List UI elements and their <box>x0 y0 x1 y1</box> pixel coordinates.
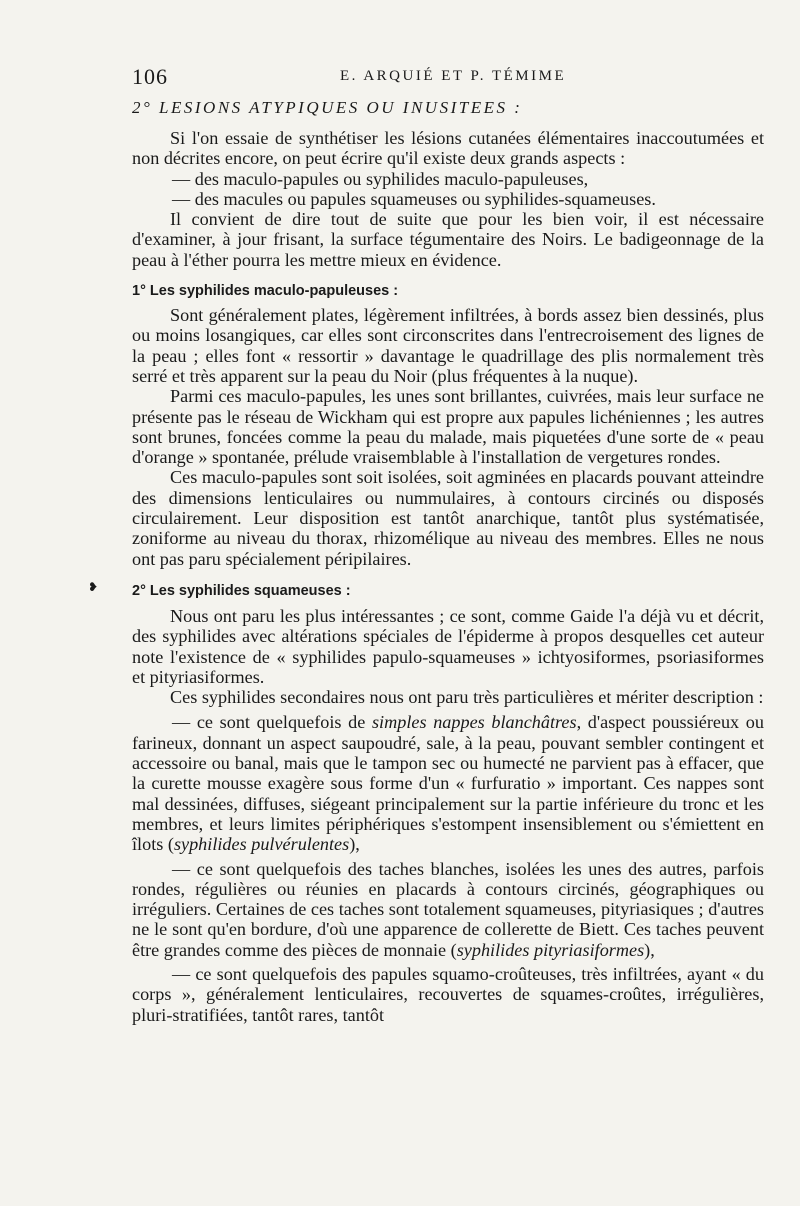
intro-paragraph <box>132 209 764 270</box>
section-heading-2: 2° Les syphilides squameuses : <box>132 582 351 599</box>
emphasis: syphilides pulvérulentes <box>173 834 350 855</box>
page-header <box>132 64 760 92</box>
intro-p2: Il convient de dire tout de suite que pour les bien voir, il est nécessaire d'examiner, à jour frisant, la surface tégumentaire des Noirs. Le badigeonnage de la peau à l'éther pourra les mettre mieux en évidence. <box>132 209 764 270</box>
section1-paragraph: Ces maculo-papules sont soit isolées, soit agminées en placards pouvant atteindre des dimensions lenticulaires ou nummulaires, à contours circinés ou disposés circulairement. Leur disposition est tantôt anarchique, tantôt plus systématisée, zoniforme au niveau du thorax, rhizomélique au niveau des membres. Elles ne nous ont pas paru spécialement péripilaires. <box>132 467 764 569</box>
section1-paragraph: Sont généralement plates, légèrement infiltrées, à bords assez bien dessinés, plus ou moins losangiques, car elles sont circonscrites dans l'entrecroisement des lignes de la peau ; elles font « ressortir » davantage le quadrillage des plis normalement très serré et très apparent sur la peau du Noir (plus fréquentes à la nuque). <box>132 305 764 386</box>
page-number: 106 <box>132 64 168 89</box>
margin-mark: ❥ <box>88 580 99 594</box>
section2-dash-item: — ce sont quelquefois de simples nappes blanchâtres, d'aspect poussiéreux ou farineux, donnant un aspect saupoudré, sale, à la peau, pouvant sembler contingent et accessoire ou banal, mais que le tampon sec ou humecté ne parvient pas à effacer, que la curette mousse exagère sous forme d'un « furfuratio » important. Ces nappes sont mal dessinées, diffuses, siégeant principalement sur la partie inférieure du tronc et les membres, et leurs limites périphériques s'estompent insensiblement ou s'émiettent en îlots (syphilides pulvérulentes), <box>132 712 764 855</box>
section2-paragraph: Ces syphilides secondaires nous ont paru très particulières et mériter description : <box>170 687 764 708</box>
section1-paragraph: Parmi ces maculo-papules, les unes sont brillantes, cuivrées, mais leur surface ne présente pas le réseau de Wickham qui est propre aux papules lichéniennes ; les autres sont brunes, foncées comme la peau du malade, mais piquetées d'une sorte de « peau d'orange » spontanée, prélude vraisemblable à l'installation de vergetures rondes. <box>132 386 764 468</box>
section2-paragraph: Nous ont paru les plus intéressantes ; ce sont, comme Gaide l'a déjà vu et décrit, des syphilides avec altérations spéciales de l'épiderme à propos desquelles cet auteur note l'existence de « syphilides papulo-squameuses » ichtyosiformes, psoriasiformes et pityriasiformes. <box>132 605 764 687</box>
intro-paragraph: Si l'on essaie de synthétiser les lésions cutanées élémentaires inaccoutumées et non décrites encore, on peut écrire qu'il existe deux grands aspects : <box>132 128 764 169</box>
emphasis: simples nappes blanchâtres <box>371 712 577 733</box>
running-head: E. ARQUIÉ ET P. TÉMIME <box>340 68 567 84</box>
section2-dash-item: — ce sont quelquefois des taches blanches, isolées les unes des autres, parfois rondes, régulières ou réunies en placards à contours circinés, géographiques ou irréguliers. Certaines de ces taches sont totalement squameuses, pityriasiques ; d'autres ne le sont qu'en bordure, d'où une apparence de collerette de Biett. Ces taches peuvent être grandes comme des pièces de monnaie (syphilides pityriasiformes), <box>132 858 764 960</box>
emphasis: syphilides pityriasiformes <box>456 939 645 960</box>
section2-dash-item: — ce sont quelquefois des papules squamo-croûteuses, très infiltrées, ayant « du corps », généralement lenticulaires, recouvertes de squames-croûtes, irrégulières, pluri-stratifiées, tantôt rares, tantôt <box>132 963 764 1025</box>
intro-dash-item: — des maculo-papules ou syphilides maculo-papuleuses, <box>172 168 589 189</box>
intro-dash-item: — des macules ou papules squameuses ou syphilides-squameuses. <box>172 188 656 209</box>
body-text <box>132 98 764 1025</box>
section-subtitle: 2° LESIONS ATYPIQUES OU INUSITEES : <box>132 98 523 117</box>
section-heading-1: 1° Les syphilides maculo-papuleuses : <box>132 283 399 300</box>
